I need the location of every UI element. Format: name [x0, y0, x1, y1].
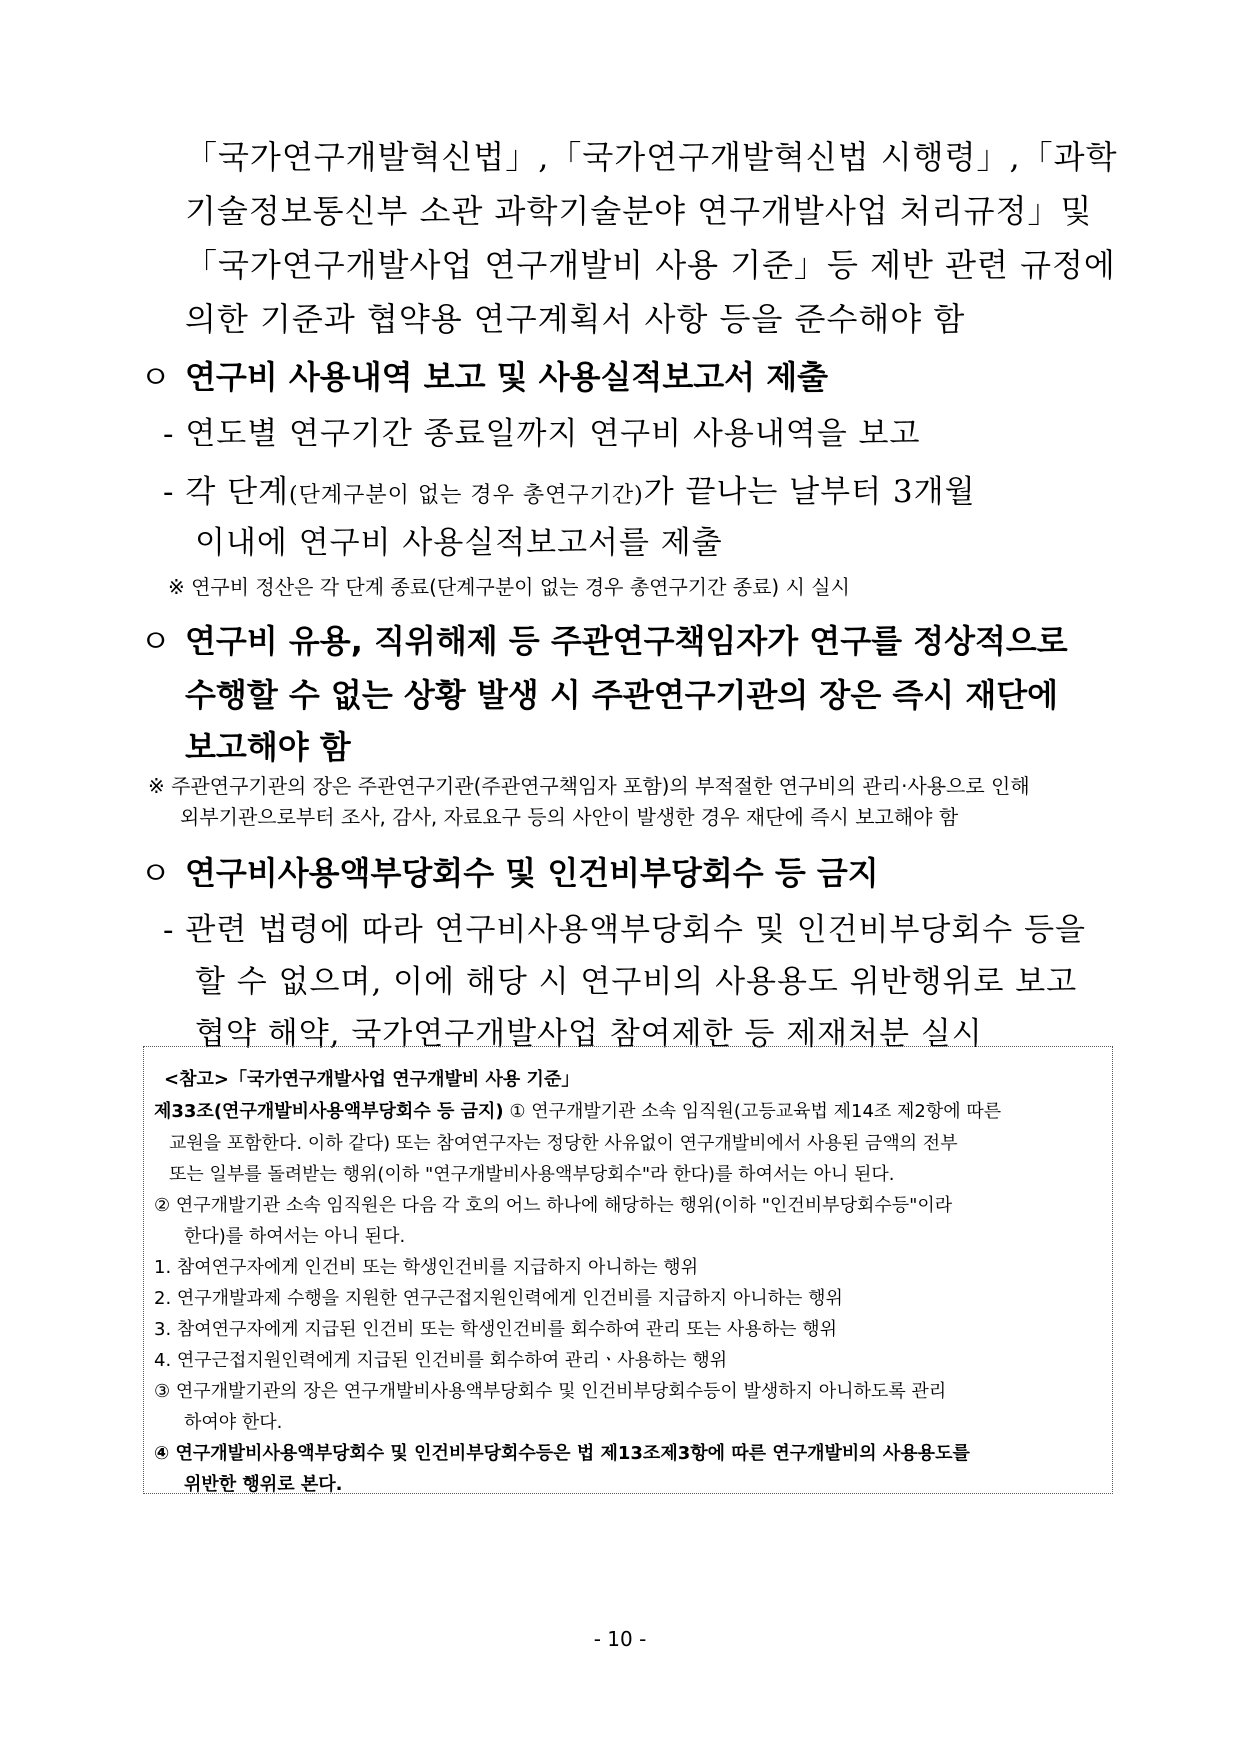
reference-article	[154, 1097, 1001, 1123]
reference-line: 2. 연구개발과제 수행을 지원한 연구근접지원인력에게 인건비를 지급하지 아니하는 행위	[154, 1288, 843, 1309]
section2-line-1-text: 연구비 유용, 직위해제 등 주관연구책임자가 연구를 정상적으로	[185, 622, 1068, 660]
reference-line: 하여야 한다.	[184, 1412, 283, 1433]
section2-note-line-1: ※ 주관연구기관의 장은 주관연구기관(주관연구책임자 포함)의 부적절한 연구비의 관리·사용으로 인해	[148, 774, 1030, 798]
page-number: - 10 -	[593, 1627, 647, 1651]
section2-line-3: 보고해야 함	[185, 728, 351, 766]
intro-line-4: 의한 기준과 협약용 연구계획서 사항 등을 준수해야 함	[185, 300, 966, 338]
section3-heading	[140, 848, 879, 894]
reference-line: 한다)를 하여서는 아니 된다.	[184, 1226, 406, 1247]
section1-heading	[140, 352, 828, 398]
section2-line-2: 수행할 수 없는 상황 발생 시 주관연구기관의 장은 즉시 재단에	[185, 676, 1059, 714]
section3-line-3: 협약 해약, 국가연구개발사업 참여제한 등 제재처분 실시	[195, 1016, 983, 1052]
reference-bold-line: 위반한 행위로 본다.	[184, 1474, 343, 1495]
bullet-marker: ㅇ	[140, 854, 171, 892]
reference-article-title: 제33조(연구개발비사용액부당회수 등 금지)	[154, 1101, 504, 1122]
reference-article-rest: ① 연구개발기관 소속 임직원(고등교육법 제14조 제2항에 따른	[503, 1101, 1002, 1122]
section1-note: ※ 연구비 정산은 각 단계 종료(단계구분이 없는 경우 총연구기간 종료) 시 실시	[168, 575, 850, 599]
section1-item-2-line-1	[163, 466, 976, 511]
section1-item-2-line-2: 이내에 연구비 사용실적보고서를 제출	[195, 525, 723, 561]
section1-item-2-a: - 각 단계	[163, 474, 290, 510]
section1-item-2-b: (단계구분이 없는 경우 총연구기간)	[289, 483, 644, 508]
section2-line-1	[140, 616, 1068, 662]
section1-item-1: - 연도별 연구기간 종료일까지 연구비 사용내역을 보고	[163, 416, 921, 452]
section1-heading-text: 연구비 사용내역 보고 및 사용실적보고서 제출	[185, 358, 829, 396]
reference-line: ③ 연구개발기관의 장은 연구개발비사용액부당회수 및 인건비부당회수등이 발생하지 아니하도록 관리	[154, 1381, 947, 1402]
section3-line-2: 할 수 없으며, 이에 해당 시 연구비의 사용용도 위반행위로 보고	[195, 964, 1078, 1000]
intro-line-3: 「국가연구개발사업 연구개발비 사용 기준」등 제반 관련 규정에	[185, 246, 1116, 284]
intro-line-2: 기술정보통신부 소관 과학기술분야 연구개발사업 처리규정」및	[185, 192, 1093, 230]
reference-line: 4. 연구근접지원인력에게 지급된 인건비를 회수하여 관리ㆍ사용하는 행위	[154, 1350, 728, 1371]
reference-title: <참고>「국가연구개발사업 연구개발비 사용 기준」	[164, 1069, 580, 1090]
reference-line: ② 연구개발기관 소속 임직원은 다음 각 호의 어느 하나에 해당하는 행위(이하 "인건비부당회수등"이라	[154, 1195, 953, 1216]
section2-note-line-2: 외부기관으로부터 조사, 감사, 자료요구 등의 사안이 발생한 경우 재단에 즉시 보고해야 함	[180, 805, 959, 829]
reference-box	[143, 1046, 1113, 1494]
section3-line-1: - 관련 법령에 따라 연구비사용액부당회수 및 인건비부당회수 등을	[163, 912, 1086, 948]
bullet-marker: ㅇ	[140, 358, 171, 396]
section1-item-2-c: 가 끝나는 날부터 3개월	[643, 474, 976, 510]
intro-line-1: 「국가연구개발혁신법」,「국가연구개발혁신법 시행령」,「과학	[185, 138, 1118, 176]
bullet-marker: ㅇ	[140, 622, 171, 660]
reference-line: 또는 일부를 돌려받는 행위(이하 "연구개발비사용액부당회수"라 한다)를 하여서는 아니 된다.	[169, 1164, 895, 1185]
reference-line: 3. 참여연구자에게 지급된 인건비 또는 학생인건비를 회수하여 관리 또는 사용하는 행위	[154, 1319, 837, 1340]
reference-bold-line: ④ 연구개발비사용액부당회수 및 인건비부당회수등은 법 제13조제3항에 따른 연구개발비의 사용용도를	[154, 1443, 970, 1464]
reference-line: 교원을 포함한다. 이하 같다) 또는 참여연구자는 정당한 사유없이 연구개발비에서 사용된 금액의 전부	[169, 1133, 958, 1154]
section3-heading-text: 연구비사용액부당회수 및 인건비부당회수 등 금지	[185, 854, 879, 892]
reference-line: 1. 참여연구자에게 인건비 또는 학생인건비를 지급하지 아니하는 행위	[154, 1257, 699, 1278]
